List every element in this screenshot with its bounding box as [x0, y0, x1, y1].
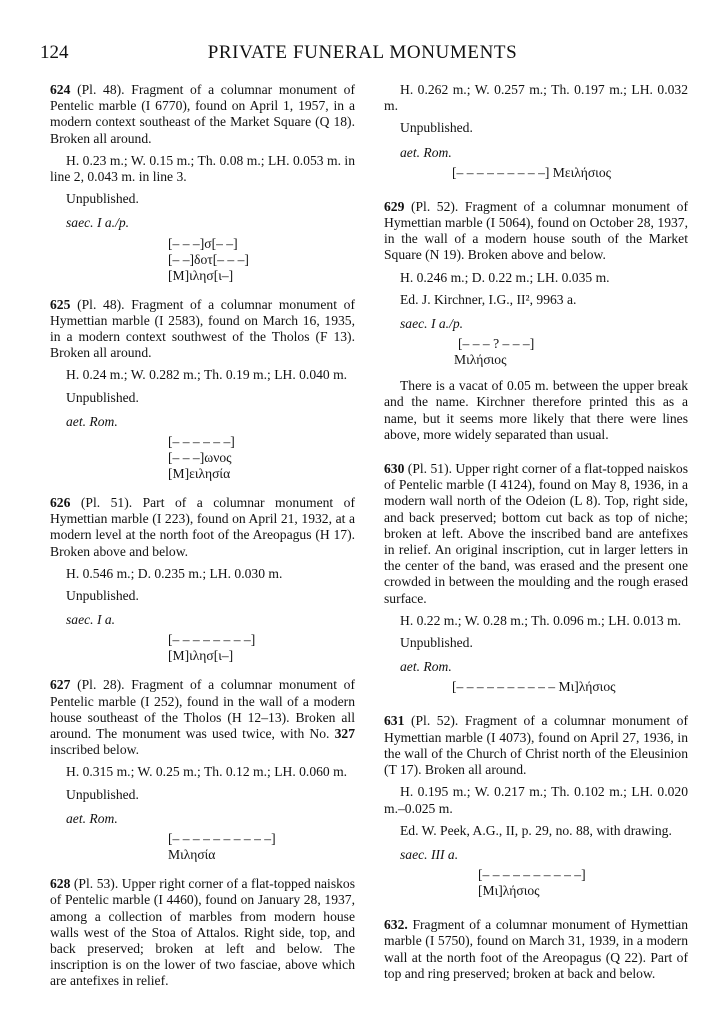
publication-status: Unpublished.	[400, 635, 473, 651]
inscription-text	[478, 867, 688, 899]
measurements: H. 0.546 m.; D. 0.235 m.; LH. 0.030 m.	[66, 565, 283, 581]
measurements: H. 0.315 m.; W. 0.25 m.; Th. 0.12 m.; LH. 0.060 m.	[66, 764, 348, 780]
entry-number: 632.	[384, 917, 408, 933]
inscription-line: [Μ]ιλησ[ι–]	[168, 267, 234, 283]
entry-description: (Pl. 52). Fragment of a columnar monument of Hymettian marble (I 4073), found on April 27, 1936, in the wall of the Church of Christ north of the Eleusinion (T 17). Broken all around.	[384, 713, 688, 778]
inscription-line: [– – –]ωνος	[168, 450, 232, 466]
edition-reference: Ed. J. Kirchner, I.G., II², 9963 a.	[400, 291, 577, 307]
page-header	[40, 42, 685, 70]
entry-629	[384, 199, 688, 443]
inscription-line: Μιλήσιος	[454, 352, 507, 368]
publication-status: Unpublished.	[66, 588, 139, 604]
inscription-line: [Μ]ειλησία	[168, 466, 231, 482]
inscription-line: Μιλησία	[168, 847, 216, 863]
cross-reference: 327	[334, 726, 355, 742]
entry-628-continued	[384, 82, 688, 181]
commentary: There is a vacat of 0.05 m. between the upper break and the name. Kirchner therefore printed this as a name, but it seems more likely that there were lines above, more widely separated than usual.	[384, 378, 688, 442]
left-column	[50, 82, 355, 990]
inscription-line: [– – –]σ[– –]	[168, 235, 238, 251]
inscription-line: [– – – – – – – – –] Μειλήσιος	[452, 164, 612, 180]
inscription-line: [– – – – – – – – – –]	[168, 831, 276, 847]
right-column	[384, 82, 688, 982]
date-label: aet. Rom.	[400, 659, 452, 675]
inscription-line: [– – – – – – – –]	[168, 632, 256, 648]
entry-625	[50, 297, 355, 482]
date-label: saec. I a./p.	[400, 316, 464, 332]
publication-status: Unpublished.	[400, 120, 473, 136]
entry-631	[384, 713, 688, 899]
running-title: PRIVATE FUNERAL MONUMENTS	[207, 42, 518, 63]
measurements: H. 0.195 m.; W. 0.217 m.; Th. 0.102 m.; LH. 0.020 m.–0.025 m.	[384, 784, 688, 816]
entry-description: (Pl. 51). Part of a columnar monument of Hymettian marble (I 223), found on April 21, 1932, at a modern level at the north foot of the Areopagus (H 17). Broken above and below.	[50, 495, 355, 559]
inscription-line: [Μ]ιλησ[ι–]	[168, 648, 234, 664]
inscription-line: [– – – – – – – – – –]	[478, 867, 586, 883]
inscription-line: [– – – – – – – – – – Μι]λήσιος	[452, 679, 616, 695]
inscription-text	[168, 236, 355, 284]
entry-number: 629	[384, 198, 405, 214]
entry-number: 631	[384, 713, 405, 729]
inscription-text	[168, 831, 355, 863]
inscription-text	[168, 632, 355, 664]
date-label: aet. Rom.	[400, 144, 452, 160]
measurements: H. 0.262 m.; W. 0.257 m.; Th. 0.197 m.; LH. 0.032 m.	[384, 82, 688, 114]
measurements: H. 0.23 m.; W. 0.15 m.; Th. 0.08 m.; LH. 0.053 m. in line 2, 0.043 m. in line 3.	[50, 152, 355, 185]
entry-description: (Pl. 51). Upper right corner of a flat-topped naiskos of Pentelic marble (I 4124), found on May 8, 1936, in a modern wall north of the Odeion (L 8). Top, right side, and back preserved; bottom cut back as top of niche; broken at left. Above the inscribed band are antefixes in relief. An original inscription, cut in larger letters in the center of the band, was erased and the present one crowded in between the moulding and the rough erased surface.	[384, 461, 688, 606]
inscription-text	[452, 679, 688, 695]
measurements: H. 0.24 m.; W. 0.282 m.; Th. 0.19 m.; LH. 0.040 m.	[66, 367, 348, 383]
entry-description: (Pl. 48). Fragment of a columnar monument of Pentelic marble (I 6770), found on April 1, 1957, in a modern context southeast of the Market Square (Q 18). Broken all around.	[50, 82, 355, 146]
entry-number: 630	[384, 461, 405, 477]
entry-description: Fragment of a columnar monument of Hymettian marble (I 5750), found on March 31, 1939, in a modern wall at the north foot of the Areopagus (Q 22). Part of top and ring preserved; broken at back and below.	[384, 917, 688, 981]
date-label: saec. III a.	[400, 846, 459, 862]
entry-description-end: inscribed below.	[50, 742, 139, 758]
measurements: H. 0.22 m.; W. 0.28 m.; Th. 0.096 m.; LH. 0.013 m.	[400, 612, 682, 628]
entry-description: (Pl. 53). Upper right corner of a flat-topped naiskos of Pentelic marble (I 4460), found on January 28, 1937, among a collection of marbles from modern house walls west of the Stoa of Attalos. Right side, top, and back preserved; broken at left and below. The inscription is on the lower of two fasciae, above which are antefixes in relief.	[50, 876, 355, 989]
edition-reference: Ed. W. Peek, A.G., II, p. 29, no. 88, with drawing.	[400, 822, 672, 838]
entry-626	[50, 495, 355, 664]
entry-632	[384, 917, 688, 982]
entry-number: 627	[50, 677, 71, 693]
inscription-line: [– – – ? – – –]	[458, 336, 535, 352]
publication-status: Unpublished.	[66, 191, 139, 207]
page-number: 124	[40, 42, 69, 63]
entry-627	[50, 677, 355, 863]
entry-description: (Pl. 52). Fragment of a columnar monument of Hymettian marble (I 5064), found on October 28, 1937, in the wall of a modern house south of the Market Square (N 19). Broken above and below.	[384, 198, 688, 263]
date-label: saec. I a./p.	[66, 215, 130, 231]
inscription-line: [– – – – – –]	[168, 434, 235, 450]
entry-630	[384, 461, 688, 695]
entry-628	[50, 876, 355, 989]
entry-description: (Pl. 48). Fragment of a columnar monument of Hymettian marble (I 2583), found on March 16, 1935, in a modern context southwest of the Tholos (F 13). Broken all around.	[50, 296, 355, 361]
inscription-line: [Μι]λήσιος	[478, 883, 540, 899]
entry-number: 626	[50, 495, 71, 511]
publication-status: Unpublished.	[66, 389, 139, 405]
inscription-line: [– –]δοτ[– – –]	[168, 251, 249, 267]
entry-number: 624	[50, 82, 71, 97]
inscription-text	[168, 434, 355, 482]
entry-number: 625	[50, 296, 71, 312]
inscription-text	[452, 165, 688, 181]
entry-624	[50, 82, 355, 284]
date-label: aet. Rom.	[66, 413, 118, 429]
date-label: saec. I a.	[66, 612, 116, 628]
measurements: H. 0.246 m.; D. 0.22 m.; LH. 0.035 m.	[400, 269, 610, 285]
entry-number: 628	[50, 876, 71, 892]
inscription-text	[454, 336, 688, 368]
publication-status: Unpublished.	[66, 786, 139, 802]
date-label: aet. Rom.	[66, 810, 118, 826]
entry-description: (Pl. 28). Fragment of a columnar monument of Pentelic marble (I 252), found in the wall of a modern house southeast of the Tholos (H 12–13). Broken all around. The monument was used twice, with No.	[50, 677, 355, 742]
